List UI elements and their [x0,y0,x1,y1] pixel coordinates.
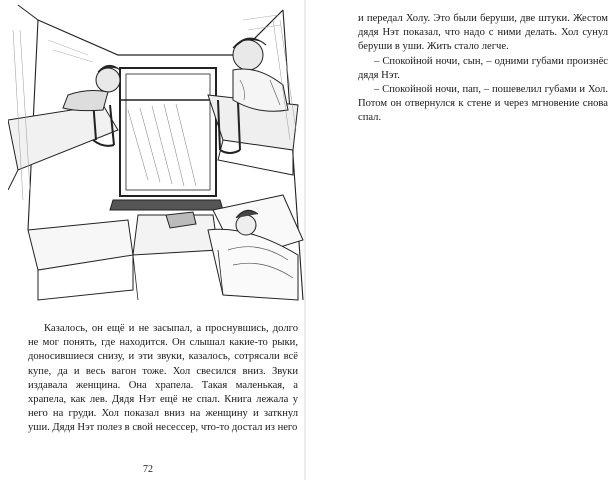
right-page [305,0,611,480]
left-page [0,0,305,480]
left-paragraph-1: Казалось, он ещё и не засыпал, а проснувшись, долго не мог понять, где находится. Он слышал какие-то рыки, доносившиеся снизу, и эти звуки, казалось, сотрясали всё купе, да и весь вагон тоже. Хол свесился вниз. Звуки издавала женщина. Она храпела. Такая маленькая, а храпела, как лев. Дядя Нэт ещё не спал. Книга лежала у него на груди. Хол показал вниз на женщину и заткнул уши. Дядя Нэт полез в свой несессер, что-то достал из него [28,323,298,434]
right-paragraph-3: – Спокойной ночи, пап, – пошевелил губами и Хол. Потом он отвернулся к стене и через мгновение снова спал. [358,84,608,124]
left-page-text [28,322,298,436]
page-number: 72 [143,464,153,475]
train-compartment-illustration [8,0,308,310]
right-paragraph-2: – Спокойной ночи, сын, – одними губами произнёс дядя Нэт. [358,55,608,81]
right-paragraph-1: и передал Холу. Это были беруши, две штуки. Жестом дядя Нэт показал, что надо с ними делать. Хол сунул беруши в уши. Жить стало легче. [358,13,608,53]
right-page-text [358,12,608,126]
